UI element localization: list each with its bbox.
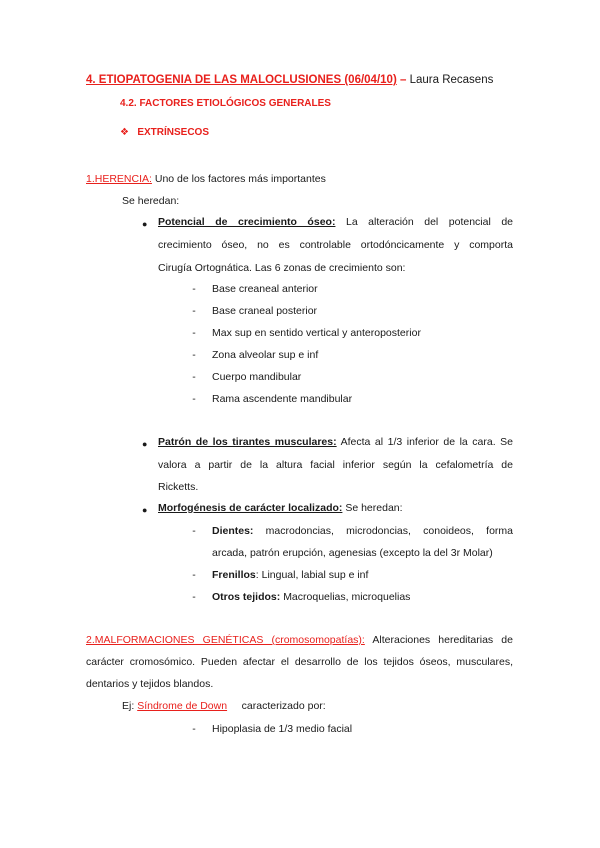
dientes-line-2: arcada, patrón erupción, agenesias (excepto la del 3r Molar) [212, 547, 493, 559]
dash-marker: - [192, 327, 196, 339]
zone-item: Base creaneal anterior [212, 283, 318, 295]
potencial-term: Potencial de crecimiento óseo: [158, 216, 336, 228]
frenillos-text: : Lingual, labial sup e inf [255, 569, 369, 581]
bullet-icon: ● [142, 219, 148, 229]
bullet-icon: ● [142, 439, 148, 449]
malformaciones-line-2: carácter cromosómico. Pueden afectar el desarrollo de los tejidos óseos, musculares, [86, 656, 513, 668]
document-title-line [86, 74, 493, 86]
bullet-icon: ● [142, 505, 148, 515]
diamond-bullet-icon: ❖ [120, 127, 129, 138]
dientes-text-1: macrodoncias, microdoncias, conoideos, forma [265, 525, 513, 537]
potencial-line-3: Cirugía Ortognática. Las 6 zonas de crecimiento son: [158, 262, 406, 274]
dash-marker: - [192, 525, 196, 537]
zone-item: Rama ascendente mandibular [212, 393, 353, 405]
dash-marker: - [192, 371, 196, 383]
ejemplo-suffix: caracterizado por: [241, 700, 326, 712]
potencial-line-2: crecimiento óseo, no es controlable ortodóncicamente y comporta [158, 239, 513, 251]
dash-marker: - [192, 349, 196, 361]
hipoplasia-item: Hipoplasia de 1/3 medio facial [212, 723, 353, 735]
dash-marker: - [192, 393, 196, 405]
ejemplo-prefix: Ej: [122, 700, 135, 712]
subsection-title: 4.2. FACTORES ETIOLÓGICOS GENERALES [120, 98, 331, 109]
patron-line-1 [158, 436, 513, 448]
otros-tejidos-line [212, 591, 410, 603]
patron-line-2: valora a partir de la altura facial inferior según la cefalometría de [158, 459, 513, 471]
patron-text-1: Afecta al 1/3 inferior de la cara. Se [340, 436, 514, 448]
dash-marker: - [192, 723, 196, 735]
otros-tejidos-term: Otros tejidos: [212, 591, 281, 603]
se-heredan-text: Se heredan: [122, 195, 180, 207]
morfogenesis-line [158, 502, 403, 514]
zone-item: Max sup en sentido vertical y anteroposterior [212, 327, 421, 339]
herencia-label: 1.HERENCIA: [86, 173, 152, 185]
dash-marker: - [192, 283, 196, 295]
ejemplo-line [122, 700, 326, 712]
herencia-text: Uno de los factores más importantes [154, 173, 326, 185]
potencial-text-1: La alteración del potencial de [345, 216, 513, 228]
document-author: Laura Recasens [409, 74, 494, 86]
herencia-line [86, 173, 326, 185]
dash-marker: - [192, 305, 196, 317]
patron-term: Patrón de los tirantes musculares: [158, 436, 337, 448]
sindrome-down-label: Síndrome de Down [137, 700, 228, 712]
malformaciones-line-1 [86, 634, 513, 646]
document-title: 4. ETIOPATOGENIA DE LAS MALOCLUSIONES (06/04/10) [86, 74, 397, 86]
malformaciones-text-1: Alteraciones hereditarias de [372, 634, 513, 646]
dientes-term: Dientes: [212, 525, 254, 537]
dientes-line-1 [212, 525, 513, 537]
zone-item: Zona alveolar sup e inf [212, 349, 319, 361]
patron-line-3: Ricketts. [158, 481, 199, 493]
title-separator: – [399, 74, 407, 86]
zone-item: Base craneal posterior [212, 305, 318, 317]
zone-item: Cuerpo mandibular [212, 371, 302, 383]
dash-marker: - [192, 569, 196, 581]
morfogenesis-term: Morfogénesis de carácter localizado: [158, 502, 343, 514]
extrinsecos-label: EXTRÍNSECOS [137, 127, 209, 138]
malformaciones-label: 2.MALFORMACIONES GENÉTICAS (cromosomopatías): [86, 634, 365, 646]
extrinsecos-heading [120, 127, 209, 138]
morfogenesis-text: Se heredan: [345, 502, 403, 514]
dash-marker: - [192, 591, 196, 603]
malformaciones-line-3: dentarios y tejidos blandos. [86, 678, 214, 690]
otros-tejidos-text: Macroquelias, microquelias [283, 591, 411, 603]
potencial-line-1 [158, 216, 513, 228]
frenillos-line [212, 569, 368, 581]
frenillos-term: Frenillos [212, 569, 256, 581]
